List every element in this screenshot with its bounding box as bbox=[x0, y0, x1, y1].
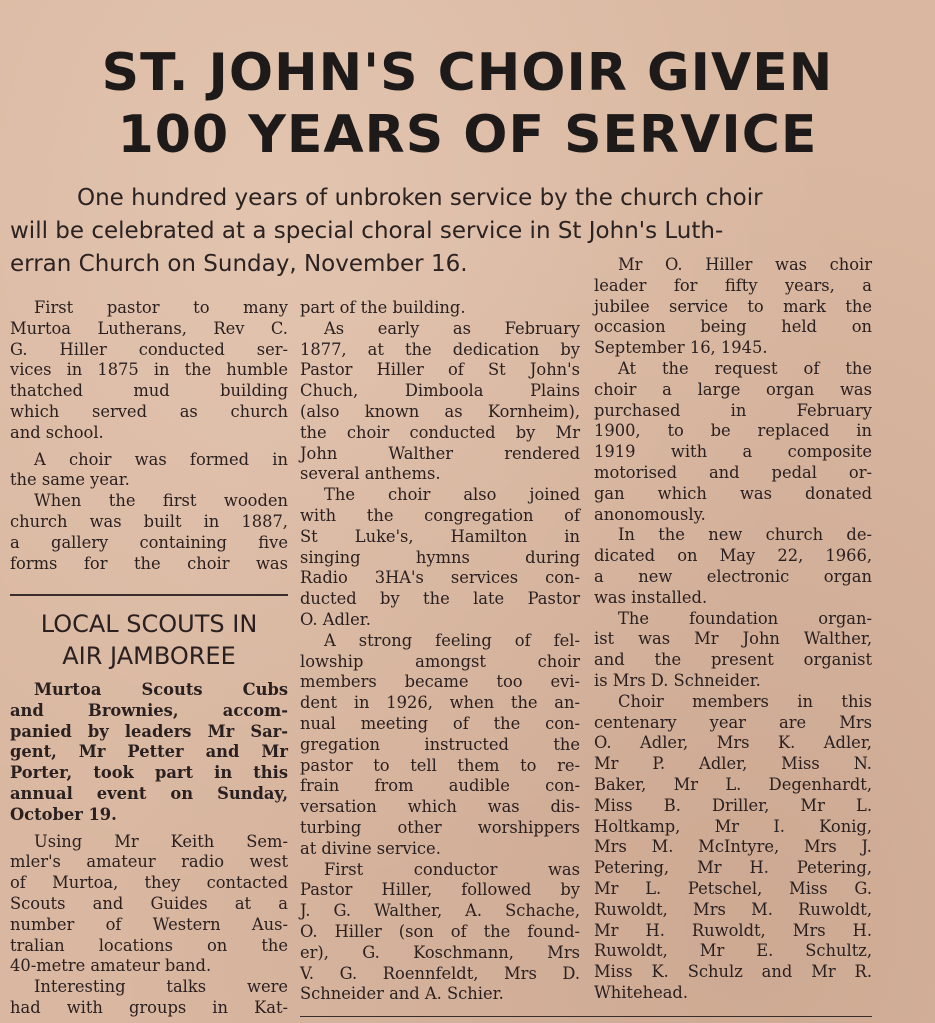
text-line: V. G. Roennfeldt, Mrs D. bbox=[300, 963, 580, 983]
text-line: Miss B. Driller, Mr L. bbox=[594, 795, 872, 815]
text-line: St Luke's, Hamilton in bbox=[300, 526, 580, 546]
text-line: Miss K. Schulz and Mr R. bbox=[594, 962, 872, 982]
paragraph bbox=[10, 491, 288, 574]
text-line: at divine service. bbox=[300, 838, 441, 858]
text-line: 40-metre amateur band. bbox=[10, 956, 212, 976]
text-line: Scouts and Guides at a bbox=[10, 893, 288, 913]
text-line: Ruwoldt, Mrs M. Ruwoldt, bbox=[594, 899, 872, 919]
text-line: leader for fifty years, a bbox=[594, 275, 872, 295]
text-line: Mr H. Ruwoldt, Mrs H. bbox=[594, 920, 872, 940]
paragraph bbox=[300, 860, 580, 1006]
headline bbox=[0, 42, 935, 166]
text-line: tralian locations on the bbox=[10, 935, 288, 955]
text-line: gent, Mr Petter and Mr bbox=[10, 742, 288, 762]
paragraph bbox=[300, 319, 580, 485]
text-line: When the first wooden bbox=[34, 491, 288, 511]
paragraph bbox=[300, 631, 580, 860]
text-line: members became too evi- bbox=[300, 672, 580, 692]
headline-line-2: 100 YEARS OF SERVICE bbox=[117, 105, 818, 165]
text-line: Murtoa Lutherans, Rev C. bbox=[10, 318, 288, 338]
text-line: dent in 1926, when the an- bbox=[300, 693, 580, 713]
text-line: 1900, to be replaced in bbox=[594, 421, 872, 441]
text-line: Holtkamp, Mr I. Konig, bbox=[594, 816, 872, 836]
text-line: dicated on May 22, 1966, bbox=[594, 546, 872, 566]
standfirst-line: will be celebrated at a special choral service in St John's Luth- bbox=[10, 218, 724, 244]
text-line: and the present organist bbox=[594, 650, 872, 670]
text-line: Interesting talks were bbox=[34, 977, 288, 997]
scouts-heading-line-2: AIR JAMBOREE bbox=[62, 642, 236, 670]
scouts-lead-paragraph bbox=[10, 680, 288, 826]
text-line: First pastor to many bbox=[34, 298, 288, 317]
text-line: mler's amateur radio west bbox=[10, 852, 288, 872]
text-line: 1919 with a composite bbox=[594, 442, 872, 462]
text-line: Petering, Mr H. Petering, bbox=[594, 858, 872, 878]
text-line: panied by leaders Mr Sar- bbox=[10, 721, 288, 741]
text-line: Whitehead. bbox=[594, 982, 689, 1002]
article-column-1 bbox=[10, 298, 288, 574]
text-line: Pastor Hiller, followed by bbox=[300, 880, 580, 900]
text-line: Mr L. Petschel, Miss G. bbox=[594, 878, 872, 898]
text-line: The foundation organ- bbox=[618, 608, 872, 628]
text-line: At the request of the bbox=[618, 358, 872, 378]
text-line: several anthems. bbox=[300, 464, 441, 484]
text-line: of Murtoa, they contacted bbox=[10, 873, 288, 893]
text-line: Pastor Hiller of St John's bbox=[300, 360, 580, 380]
text-line: The choir also joined bbox=[324, 485, 580, 505]
scouts-heading bbox=[10, 608, 288, 672]
text-line: church was built in 1887, bbox=[10, 511, 288, 531]
text-line: frain from audible con- bbox=[300, 776, 580, 796]
text-line: ist was Mr John Walther, bbox=[594, 629, 872, 649]
text-line: pastor to tell them to re- bbox=[300, 755, 580, 775]
text-line: Schneider and A. Schier. bbox=[300, 984, 504, 1004]
text-line: anonomously. bbox=[594, 504, 706, 524]
text-line: (also known as Kornheim), bbox=[300, 401, 580, 421]
paragraph bbox=[10, 298, 288, 444]
text-line: September 16, 1945. bbox=[594, 338, 768, 358]
text-line: ducted by the late Pastor bbox=[300, 589, 580, 609]
text-line: and school. bbox=[10, 422, 104, 442]
text-line: Ruwoldt, Mr E. Schultz, bbox=[594, 941, 872, 961]
bottom-rule bbox=[300, 1016, 872, 1017]
text-line: part of the building. bbox=[300, 298, 466, 317]
paragraph bbox=[300, 298, 580, 319]
paragraph bbox=[10, 450, 288, 492]
headline-line-1: ST. JOHN'S CHOIR GIVEN bbox=[101, 43, 834, 103]
text-line: singing hymns during bbox=[300, 547, 580, 567]
scouts-article bbox=[10, 680, 288, 1019]
text-line: vices in 1875 in the humble bbox=[10, 360, 288, 380]
text-line: As early as February bbox=[324, 318, 580, 338]
text-line: J. G. Walther, A. Schache, bbox=[300, 901, 580, 921]
text-line: A strong feeling of fel- bbox=[324, 630, 580, 650]
text-line: G. Hiller conducted ser- bbox=[10, 339, 288, 359]
text-line: annual event on Sunday, bbox=[10, 783, 288, 803]
text-line: a gallery containing five bbox=[10, 532, 288, 552]
text-line: thatched mud building bbox=[10, 381, 288, 401]
text-line: number of Western Aus- bbox=[10, 914, 288, 934]
text-line: O. Hiller (son of the found- bbox=[300, 921, 580, 941]
article-column-3 bbox=[594, 255, 872, 1004]
text-line: motorised and pedal or- bbox=[594, 462, 872, 482]
scouts-heading-line-1: LOCAL SCOUTS IN bbox=[40, 610, 258, 638]
text-line: Radio 3HA's services con- bbox=[300, 568, 580, 588]
text-line: occasion being held on bbox=[594, 317, 872, 337]
text-line: nual meeting of the con- bbox=[300, 713, 580, 733]
text-line: forms for the choir was bbox=[10, 553, 288, 573]
paragraph bbox=[594, 525, 872, 608]
text-line: Baker, Mr L. Degenhardt, bbox=[594, 774, 872, 794]
text-line: the same year. bbox=[10, 470, 130, 490]
text-line: choir a large organ was bbox=[594, 379, 872, 399]
text-line: with the congregation of bbox=[300, 505, 580, 525]
text-line: A choir was formed in bbox=[34, 449, 288, 469]
text-line: Mrs M. McIntyre, Mrs J. bbox=[594, 837, 872, 857]
text-line: jubilee service to mark the bbox=[594, 296, 872, 316]
text-line: Mr O. Hiller was choir bbox=[618, 255, 872, 274]
paragraph bbox=[10, 832, 288, 978]
section-divider bbox=[10, 594, 288, 596]
article-column-2 bbox=[300, 298, 580, 1005]
text-line: which served as church bbox=[10, 401, 288, 421]
text-line: 1877, at the dedication by bbox=[300, 339, 580, 359]
text-line: and Brownies, accom- bbox=[10, 700, 288, 720]
text-line: Mr P. Adler, Miss N. bbox=[594, 754, 872, 774]
paragraph bbox=[594, 255, 872, 359]
text-line: the choir conducted by Mr bbox=[300, 422, 580, 442]
text-line: Chuch, Dimboola Plains bbox=[300, 381, 580, 401]
text-line: versation which was dis- bbox=[300, 797, 580, 817]
text-line: a new electronic organ bbox=[594, 566, 872, 586]
text-line: lowship amongst choir bbox=[300, 651, 580, 671]
text-line: Porter, took part in this bbox=[10, 763, 288, 783]
text-line: gan which was donated bbox=[594, 483, 872, 503]
text-line: O. Adler, Mrs K. Adler, bbox=[594, 733, 872, 753]
paragraph bbox=[594, 609, 872, 692]
text-line: er), G. Koschmann, Mrs bbox=[300, 942, 580, 962]
text-line: turbing other worshippers bbox=[300, 817, 580, 837]
text-line: centenary year are Mrs bbox=[594, 712, 872, 732]
paragraph bbox=[594, 692, 872, 1004]
paragraph bbox=[594, 359, 872, 525]
standfirst-line: One hundred years of unbroken service by the church choir bbox=[77, 185, 763, 211]
text-line: In the new church de- bbox=[618, 525, 872, 545]
text-line: Using Mr Keith Sem- bbox=[34, 831, 288, 851]
text-line: was installed. bbox=[594, 587, 708, 607]
text-line: had with groups in Kat- bbox=[10, 997, 288, 1017]
text-line: O. Adler. bbox=[300, 609, 371, 629]
text-line: John Walther rendered bbox=[300, 443, 580, 463]
text-line: First conductor was bbox=[324, 859, 580, 879]
standfirst-line: erran Church on Sunday, November 16. bbox=[10, 251, 468, 277]
text-line: October 19. bbox=[10, 804, 117, 824]
text-line: is Mrs D. Schneider. bbox=[594, 670, 761, 690]
text-line: gregation instructed the bbox=[300, 734, 580, 754]
text-line: Murtoa Scouts Cubs bbox=[34, 680, 288, 699]
text-line: purchased in February bbox=[594, 400, 872, 420]
text-line: Choir members in this bbox=[618, 691, 872, 711]
paragraph bbox=[10, 977, 288, 1019]
paragraph bbox=[300, 485, 580, 631]
